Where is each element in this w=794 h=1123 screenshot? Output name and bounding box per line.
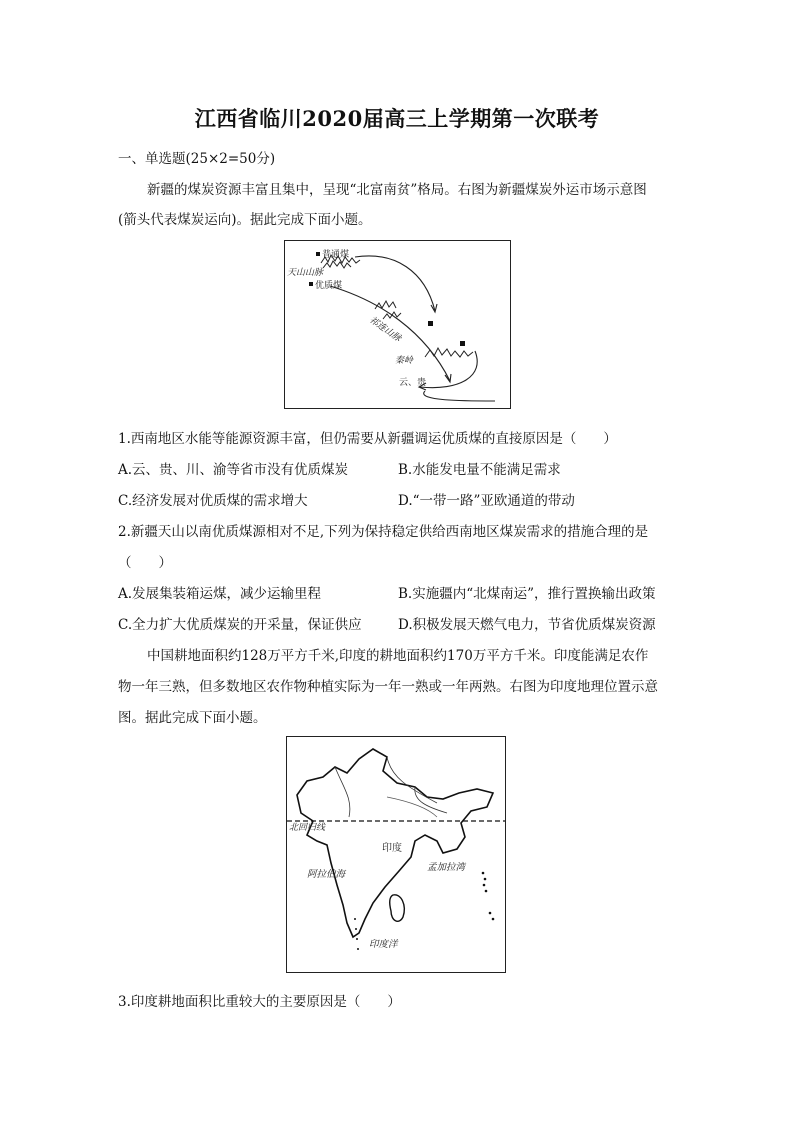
question-1-option-d: D.“一带一路”亚欧通道的带动: [398, 493, 575, 509]
question-2-paren: （ ）: [118, 555, 172, 571]
india-location-map: [286, 736, 506, 973]
label-qilian: 祁连山脉: [367, 315, 403, 345]
label-bay-of-bengal: 孟加拉湾: [427, 862, 466, 873]
question-2-option-c: C.全力扩大优质煤炭的开采量，保证供应: [118, 617, 362, 633]
question-1-option-b: B.水能发电量不能满足需求: [398, 462, 561, 478]
question-2-stem: 2.新疆天山以南优质煤源相对不足,下列为保持稳定供给西南地区煤炭需求的措施合理的是: [118, 524, 649, 540]
question-2-option-d: D.积极发展天燃气电力，节省优质煤炭资源: [398, 617, 656, 633]
label-yungui: 云、贵: [399, 378, 427, 388]
sri-lanka-outline: [390, 895, 405, 921]
label-normal-coal: 普通煤: [322, 250, 350, 260]
section-heading: 一、单选题(25×2=50分): [118, 151, 276, 167]
label-arabian-sea: 阿拉伯海: [307, 869, 346, 880]
arrow-east: [355, 256, 435, 311]
page-title: 江西省临川2020届高三上学期第一次联考: [194, 106, 600, 131]
label-quality-coal: 优质煤: [315, 281, 343, 291]
quality-coal-marker: [309, 282, 313, 286]
question-3-stem: 3.印度耕地面积比重较大的主要原因是（ ）: [118, 994, 401, 1010]
question-1-option-a: A.云、贵、川、渝等省市没有优质煤炭: [118, 462, 349, 478]
label-indian-ocean: 印度洋: [369, 939, 398, 950]
arrow-south: [420, 351, 477, 388]
passage-2-line-1: 中国耕地面积约128万平方千米,印度的耕地面积约170万平方千米。印度能满足农作: [147, 648, 649, 664]
passage-2-line-2: 物一年三熟，但多数地区农作物种植实际为一年一熟或一年两熟。右图为印度地理位置示意: [118, 679, 658, 695]
xinjiang-coal-map-drawing: [285, 241, 510, 408]
label-tianshan: 天山山脉: [287, 268, 324, 278]
arrow-southwest: [424, 391, 495, 401]
destination-marker-1: [428, 321, 433, 326]
label-india: 印度: [382, 843, 402, 854]
question-1-stem: 1.西南地区水能等能源资源丰富，但仍需要从新疆调运优质煤的直接原因是（ ）: [118, 431, 617, 447]
passage-1-line-1: 新疆的煤炭资源丰富且集中，呈现“北富南贫”格局。右图为新疆煤炭外运市场示意图: [147, 182, 647, 198]
india-location-map-drawing: [287, 737, 505, 972]
passage-2-line-3: 图。据此完成下面小题。: [118, 710, 267, 726]
label-qinling: 秦岭: [395, 356, 414, 366]
normal-coal-marker: [316, 252, 320, 256]
qilian-mountains-icon: [375, 301, 396, 309]
destination-marker-2: [460, 341, 465, 346]
passage-1-line-2: (箭头代表煤炭运向)。据此完成下面小题。: [118, 212, 372, 228]
question-2-option-a: A.发展集装箱运煤，减少运输里程: [118, 586, 322, 602]
xinjiang-coal-map: [284, 240, 511, 409]
label-tropic: 北回归线: [289, 823, 326, 833]
question-1-option-c: C.经济发展对优质煤的需求增大: [118, 493, 308, 509]
question-2-option-b: B.实施疆内“北煤南运”，推行置换输出政策: [398, 586, 656, 602]
